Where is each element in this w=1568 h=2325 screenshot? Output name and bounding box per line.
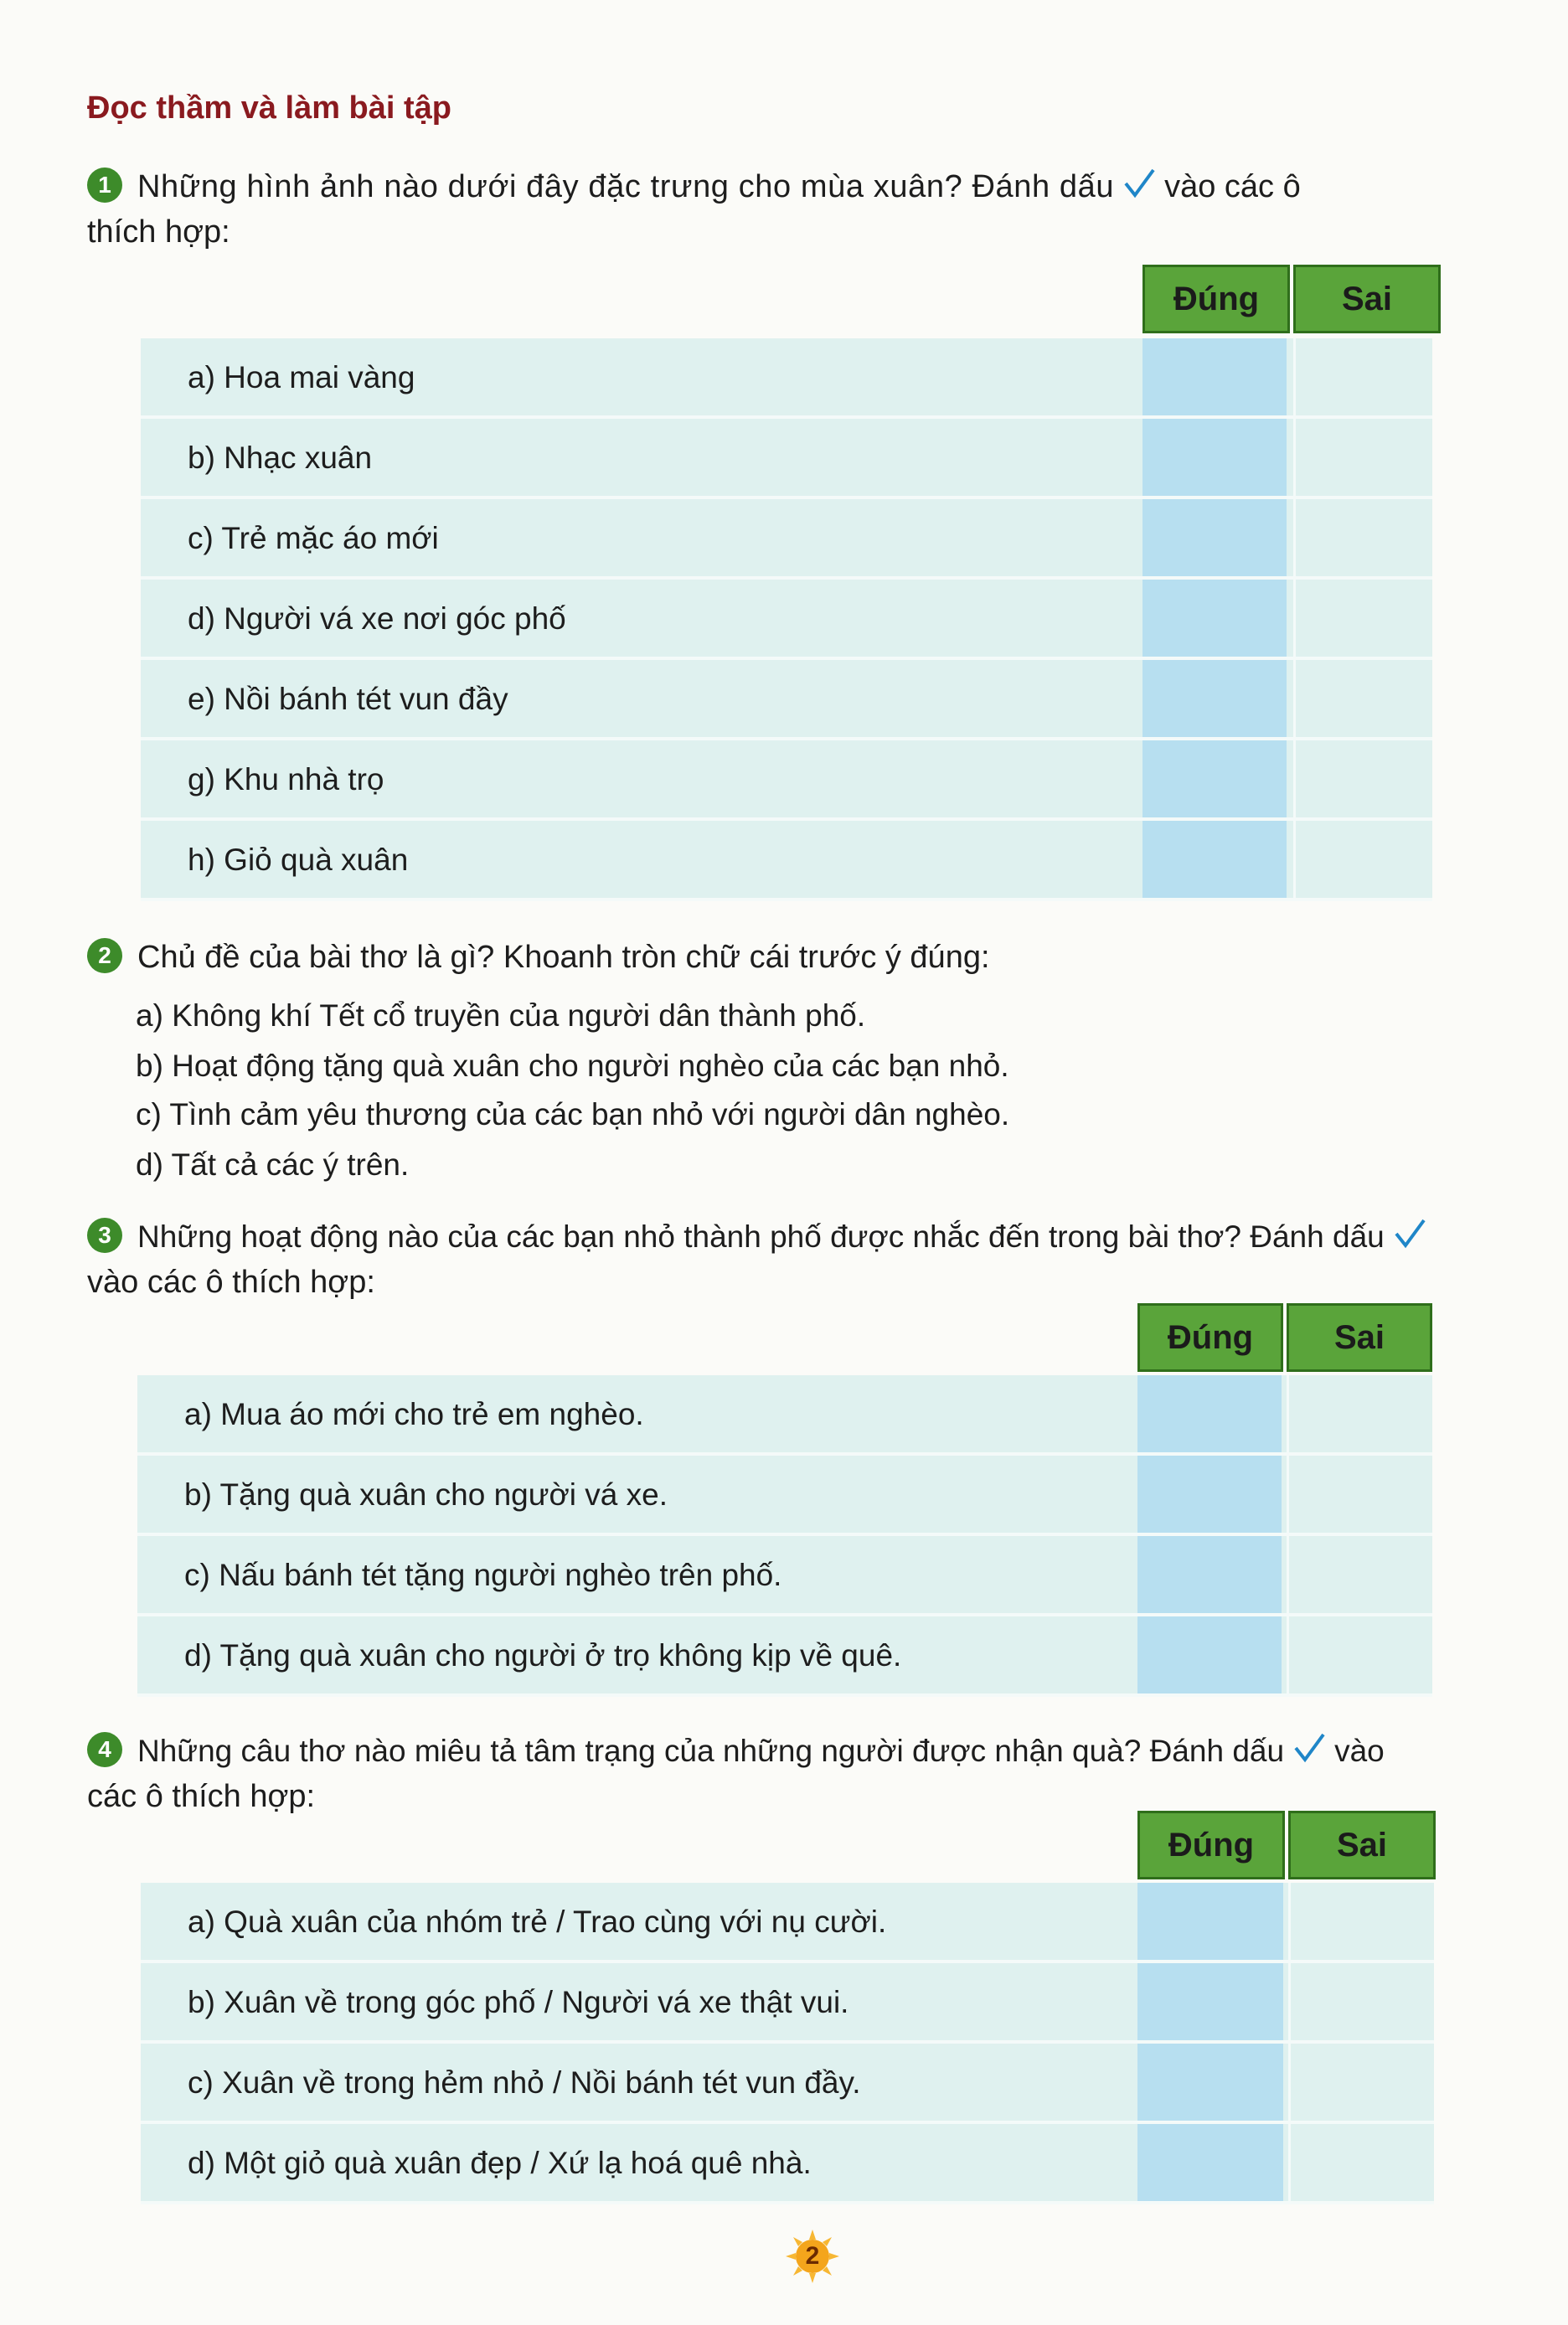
q4-checkbox-false[interactable] [1288, 2124, 1434, 2204]
question-4-prompt [87, 1729, 1528, 1774]
q3-row-label: d) Tặng quà xuân cho người ở trọ không kịp về quê. [184, 1638, 902, 1673]
q1-checkbox-true[interactable] [1142, 821, 1287, 901]
q1-row-label: c) Trẻ mặc áo mới [188, 521, 439, 555]
q1-checkbox-false[interactable] [1293, 740, 1437, 821]
q1-checkbox-true[interactable] [1142, 499, 1287, 580]
q1-checkbox-false[interactable] [1293, 499, 1437, 580]
q1-checkbox-true[interactable] [1142, 338, 1287, 419]
q4-checkbox-false[interactable] [1288, 2044, 1434, 2124]
q1-checkbox-true[interactable] [1142, 740, 1287, 821]
q4-col-header-true: Đúng [1137, 1811, 1285, 1879]
q3-checkbox-true[interactable] [1137, 1616, 1282, 1697]
section-heading: Đọc thầm và làm bài tập [87, 90, 452, 126]
q3-col-header-false: Sai [1287, 1303, 1432, 1372]
q3-checkbox-false[interactable] [1287, 1616, 1431, 1697]
q2-option-a[interactable]: a) Không khí Tết cổ truyền của người dân thành phố. [136, 998, 866, 1033]
question-1-text: Những hình ảnh nào dưới đây đặc trưng cho mùa xuân? Đánh dấu [137, 169, 1115, 204]
q4-checkbox-false[interactable] [1288, 1883, 1434, 1963]
checkmark-icon [1122, 167, 1156, 200]
question-4-number: 4 [87, 1732, 122, 1767]
q1-checkbox-true[interactable] [1142, 580, 1287, 660]
q4-row-label: a) Quà xuân của nhóm trẻ / Trao cùng với nụ cười. [188, 1905, 887, 1939]
q1-row-label: g) Khu nhà trọ [188, 762, 384, 796]
q1-col-header-true: Đúng [1142, 265, 1290, 333]
q3-row-label: c) Nấu bánh tét tặng người nghèo trên phố. [184, 1558, 782, 1592]
q1-checkbox-true[interactable] [1142, 419, 1287, 499]
q1-row-label: d) Người vá xe nơi góc phố [188, 601, 566, 636]
q4-row-label: b) Xuân về trong góc phố / Người vá xe thật vui. [188, 1985, 849, 2019]
q3-checkbox-true[interactable] [1137, 1375, 1282, 1456]
page-number: 2 [796, 2240, 829, 2273]
q4-checkbox-false[interactable] [1288, 1963, 1434, 2044]
question-3-text: Những hoạt động nào của các bạn nhỏ thành phố được nhắc đến trong bài thơ? Đánh dấu [137, 1219, 1385, 1254]
question-4-text-tail: vào [1334, 1734, 1385, 1768]
q3-col-header-true: Đúng [1137, 1303, 1283, 1372]
q4-col-header-false: Sai [1288, 1811, 1436, 1879]
checkmark-icon [1292, 1731, 1326, 1765]
q1-row-label: h) Giỏ quà xuân [188, 843, 409, 877]
q3-checkbox-false[interactable] [1287, 1375, 1431, 1456]
question-2-number: 2 [87, 938, 122, 973]
q4-checkbox-true[interactable] [1137, 1883, 1283, 1963]
q3-checkbox-true[interactable] [1137, 1536, 1282, 1616]
q2-option-c[interactable]: c) Tình cảm yêu thương của các bạn nhỏ với người dân nghèo. [136, 1097, 1010, 1132]
question-3-prompt [87, 1214, 1528, 1260]
q1-row-label: b) Nhạc xuân [188, 441, 373, 475]
question-3-number: 3 [87, 1218, 122, 1253]
q4-checkbox-true[interactable] [1137, 1963, 1283, 2044]
q3-checkbox-true[interactable] [1137, 1456, 1282, 1536]
question-4-text-line2: các ô thích hợp: [87, 1779, 316, 1814]
q1-checkbox-false[interactable] [1293, 660, 1437, 740]
question-3-text-line2: vào các ô thích hợp: [87, 1265, 375, 1300]
q1-row-label: a) Hoa mai vàng [188, 360, 415, 394]
question-2-text: Chủ đề của bài thơ là gì? Khoanh tròn chữ cái trước ý đúng: [137, 940, 990, 975]
q1-row-label: e) Nồi bánh tét vun đầy [188, 682, 508, 716]
q1-checkbox-false[interactable] [1293, 580, 1437, 660]
q3-checkbox-false[interactable] [1287, 1456, 1431, 1536]
question-1-number: 1 [87, 168, 122, 203]
question-1-prompt [87, 164, 1503, 209]
question-2-prompt [87, 935, 1503, 980]
q4-checkbox-true[interactable] [1137, 2124, 1283, 2204]
question-1-text-tail: vào các ô [1164, 169, 1301, 204]
q1-col-header-false: Sai [1293, 265, 1441, 333]
q3-row-label: a) Mua áo mới cho trẻ em nghèo. [184, 1397, 644, 1431]
question-4-text: Những câu thơ nào miêu tả tâm trạng của những người được nhận quà? Đánh dấu [137, 1734, 1285, 1768]
checkmark-icon [1393, 1217, 1426, 1250]
q2-option-d[interactable]: d) Tất cả các ý trên. [136, 1147, 410, 1182]
q1-checkbox-false[interactable] [1293, 821, 1437, 901]
q1-checkbox-false[interactable] [1293, 419, 1437, 499]
q4-row-label: d) Một giỏ quà xuân đẹp / Xứ lạ hoá quê nhà. [188, 2146, 812, 2180]
q1-checkbox-false[interactable] [1293, 338, 1437, 419]
q1-checkbox-true[interactable] [1142, 660, 1287, 740]
q4-row-label: c) Xuân về trong hẻm nhỏ / Nồi bánh tét vun đầy. [188, 2065, 861, 2100]
question-1-text-line2: thích hợp: [87, 214, 230, 250]
q3-row-label: b) Tặng quà xuân cho người vá xe. [184, 1477, 668, 1512]
q3-checkbox-false[interactable] [1287, 1536, 1431, 1616]
q2-option-b[interactable]: b) Hoạt động tặng quà xuân cho người nghèo của các bạn nhỏ. [136, 1049, 1009, 1083]
q4-checkbox-true[interactable] [1137, 2044, 1283, 2124]
page-number-badge [786, 2230, 839, 2283]
